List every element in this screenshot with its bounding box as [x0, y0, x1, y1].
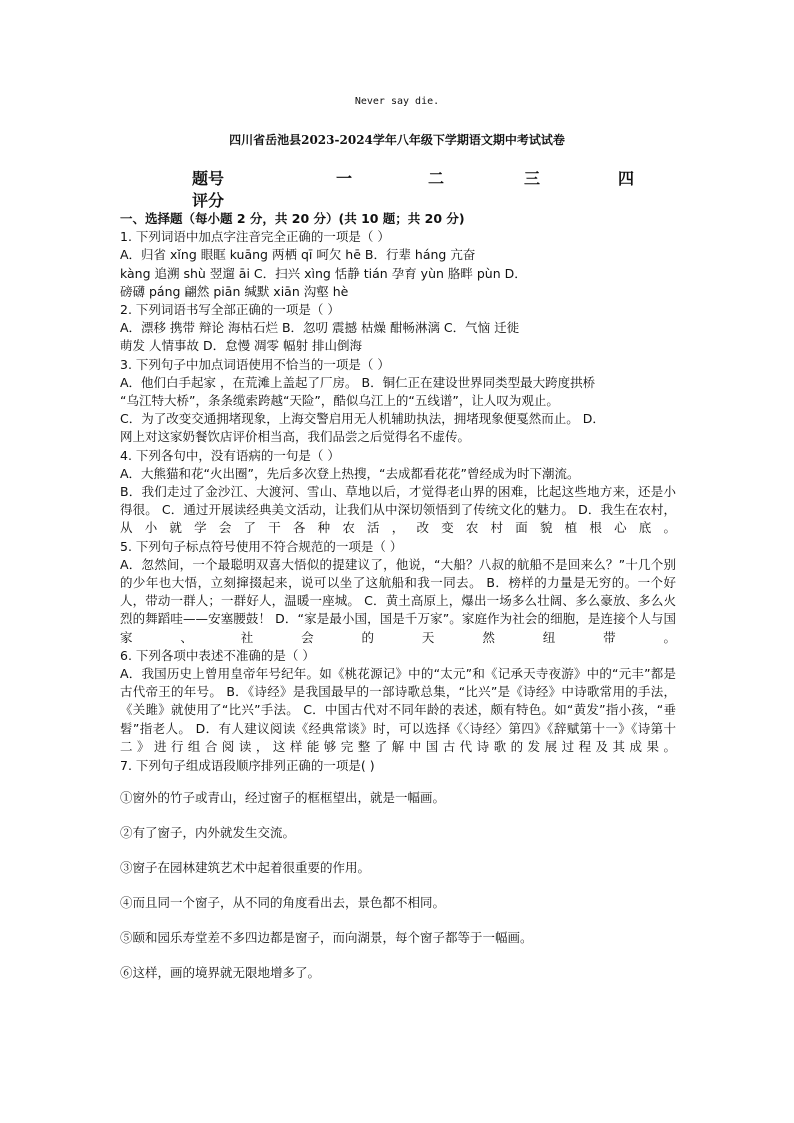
score-cell-label: 题号: [192, 169, 225, 188]
sentence-2: ②有了窗子，内外就发生交流。: [120, 825, 296, 841]
sentence-4: ④而且同一个窗子，从不同的角度看出去，景色都不相同。: [120, 895, 446, 911]
sentence-6: ⑥这样，画的境界就无限地增多了。: [120, 965, 321, 981]
question-stem: 1. 下列词语中加点字注音完全正确的一项是（ ）: [120, 229, 390, 245]
score-cell-4: 四: [618, 169, 635, 188]
question-stem: 5. 下列句子标点符号使用不符合规范的一项是（ ）: [120, 538, 403, 554]
option-paragraph: B．我们走过了金沙江、大渡河、雪山、草地以后，才觉得老山界的困难，比起这些地方来，还是小得很。 C．通过开展读经典美文活动，让我们从中深切领悟到了传统文化的魅力。 D．我生在农村，从小就学会了干各种农活，改变农村面貌植根心底。: [120, 484, 676, 536]
option-line: A．归省 xǐng 眼眶 kuāng 两栖 qī 呵欠 hē B．行辈 háng 亢奋: [120, 247, 476, 263]
question-stem: 7. 下列句子组成语段顺序排列正确的一项是( ): [120, 758, 375, 774]
question-6: [120, 647, 676, 756]
option-line: C．为了改变交通拥堵现象，上海交警启用无人机辅助执法，拥堵现象便戛然而止。 D．: [120, 411, 605, 427]
question-4: [120, 447, 676, 538]
score-cell-1: 一: [336, 169, 353, 188]
option-paragraph: A．我国历史上曾用皇帝年号纪年。如《桃花源记》中的“太元”和《记承天寺夜游》中的“元丰”都是古代帝王的年号。 B．《诗经》是我国最早的一部诗歌总集，“比兴”是《诗经》中诗歌常用的手法，《关雎》就使用了“比兴”手法。 C．中国古代对不同年龄的表述，颇有特色。如“黄发”指小孩，“垂髫”指老人。 D．有人建议阅读《经典常谈》时，可以选择《〈诗经〉第四》《辞赋第十一》《诗第十二》进行组合阅读，这样能够完整了解中国古代诗歌的发展过程及其成果。: [120, 666, 676, 754]
question-3: [120, 356, 676, 447]
motto: Never say die.: [354, 96, 440, 107]
sentence-1: ①窗外的竹子或青山，经过窗子的框框望出，就是一幅画。: [120, 790, 446, 806]
question-1: [120, 228, 676, 301]
question-stem: 3. 下列句子中加点词语使用不恰当的一项是（ ）: [120, 356, 390, 372]
score-table-header-row: [192, 166, 652, 188]
question-2: [120, 301, 676, 356]
option-line: “乌江特大桥”，条条缆索跨越“天险”，酷似乌江上的“五线谱”，让人叹为观止。: [120, 393, 559, 409]
score-table: [192, 166, 652, 210]
exam-content: [120, 210, 676, 982]
question-7: [120, 757, 676, 982]
score-cell-3: 三: [524, 169, 541, 188]
score-table-score-row: [192, 188, 652, 210]
question-stem: 4. 下列各句中，没有语病的一句是（ ）: [120, 447, 340, 463]
option-line: A．他们白手起家 ，在荒滩上盖起了厂房。 B．铜仁正在建设世界同类型最大跨度拱桥: [120, 374, 596, 390]
option-line: 萌发 人情事故 D．怠慢 凋零 幅射 排山倒海: [120, 338, 362, 354]
section-heading: 一、选择题（每小题 2 分，共 20 分）(共 10 题；共 20 分): [120, 211, 465, 226]
score-row-label: 评分: [192, 191, 225, 210]
option-line: A．漂移 携带 辩论 海枯石烂 B．忽叨 震撼 枯燥 酣畅淋漓 C．气恼 迁徙: [120, 320, 520, 336]
score-cell-2: 二: [428, 169, 445, 188]
option-line: kàng 追溯 shù 翌遛 āi C．扫兴 xìng 恬静 tián 孕育 yùn 胳畔 pùn D．: [120, 265, 527, 281]
option-line: 网上对这家奶餐饮店评价相当高，我们品尝之后觉得名不虚传。: [120, 429, 471, 445]
question-stem: 2. 下列词语书写全部正确的一项是（ ）: [120, 302, 340, 318]
question-5: [120, 538, 676, 647]
sentence-3: ③窗子在园林建筑艺术中起着很重要的作用。: [120, 860, 371, 876]
question-stem: 6. 下列各项中表述不准确的是（ ）: [120, 647, 315, 663]
exam-title: 四川省岳池县2023-2024学年八年级下学期语文期中考试试卷: [229, 133, 565, 147]
option-line: A．大熊猫和花“火出圈”，先后多次登上热搜，“去成都看花花”曾经成为时下潮流。: [120, 465, 580, 481]
sentence-5: ⑤颐和园乐寿堂差不多四边都是窗子，而向湖景，每个窗子都等于一幅画。: [120, 930, 533, 946]
option-line: 磅礴 páng 翩然 piān 缄默 xiān 沟壑 hè: [120, 283, 349, 299]
option-paragraph: A．忽然间，一个最聪明双喜大悟似的提建议了，他说，“大船？八叔的航船不是回来么？”十几个别的少年也大悟，立刻撺掇起来，说可以坐了这航船和我一同去。 B．榜样的力量是无穷的。一个好人，带动一群人；一群好人，温暖一座城。 C．黄土高原上，爆出一场多么壮阔、多么豪放、多么火烈的舞蹈哇——安塞腰鼓！ D．“家是最小国，国是千万家”。家庭作为社会的细胞，是连接个人与国家、社会的天然纽带。: [120, 556, 676, 645]
